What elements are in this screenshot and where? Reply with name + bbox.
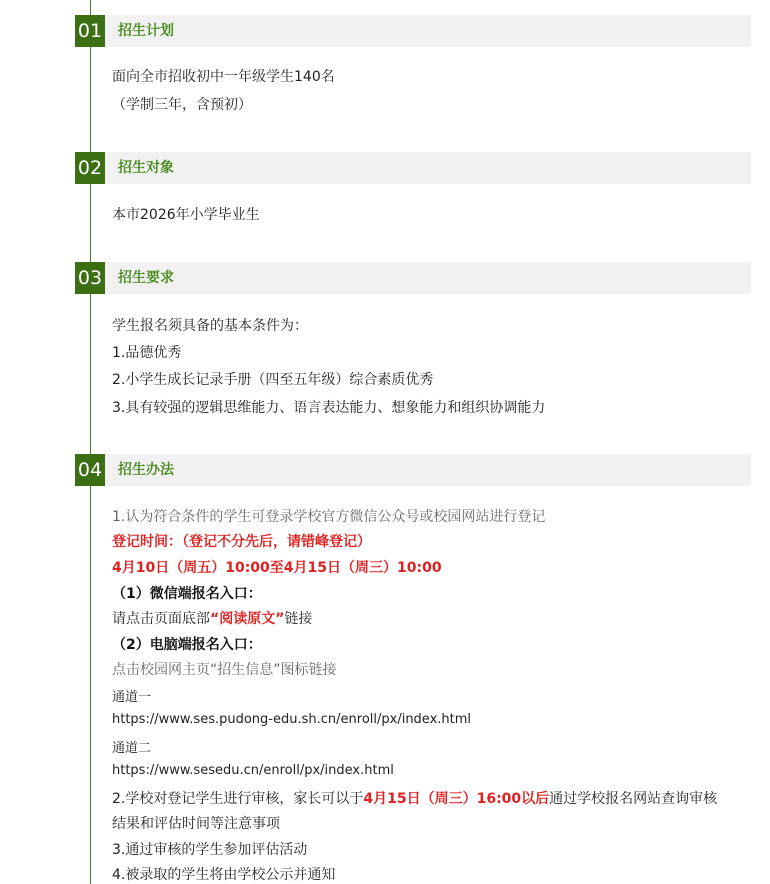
channel-1-url[interactable]: https://www.ses.pudong-edu.sh.cn/enroll/px/index.html <box>112 712 472 727</box>
channel-1-label: 通道一 <box>112 690 152 705</box>
section-header-01 <box>75 15 751 47</box>
plan-note: （学制三年，含预初） <box>112 97 252 113</box>
step-1 <box>112 506 545 526</box>
requirement-item: 2.小学生成长记录手册（四至五年级）综合素质优秀 <box>112 372 434 388</box>
section-title: 招生要求 <box>118 270 174 286</box>
section-number: 03 <box>75 262 105 294</box>
wechat-entry-post: 链接 <box>284 611 313 627</box>
section-title: 招生计划 <box>118 23 174 39</box>
pc-entry-heading: （2）电脑端报名入口： <box>112 637 262 653</box>
registration-time-range: 4月10日（周五）10:00至4月15日（周三）10:00 <box>112 560 442 576</box>
channel-2-url[interactable]: https://www.sesedu.cn/enroll/px/index.html <box>112 763 394 778</box>
wechat-entry-pre: 请点击页面底部 <box>112 611 210 627</box>
section-header-04 <box>75 454 751 486</box>
section-title: 招生办法 <box>118 462 174 478</box>
registration-time-label: 登记时间：（登记不分先后，请错峰登记） <box>112 534 371 550</box>
channel-2-label: 通道二 <box>112 741 152 756</box>
requirement-item: 1.品德优秀 <box>112 345 182 361</box>
step-4: 4.被录取的学生将由学校公示并通知 <box>112 867 336 883</box>
step-2-pre: 2.学校对登记学生进行审核，家长可以于 <box>112 791 364 807</box>
plan-text: 面向全市招收初中一年级学生140名 <box>112 69 335 85</box>
wechat-entry-text <box>112 608 312 628</box>
section-number: 04 <box>75 454 105 486</box>
section-header-03 <box>75 262 751 294</box>
target-text: 本市2026年小学毕业生 <box>112 207 260 223</box>
wechat-entry-heading: （1）微信端报名入口： <box>112 586 262 602</box>
section-header-02 <box>75 152 751 184</box>
step-2-post: 通过学校报名网站查询审核 <box>549 791 718 807</box>
step-2-highlight: 4月15日（周三）16:00以后 <box>363 791 550 807</box>
section-number: 01 <box>75 15 105 47</box>
section-title: 招生对象 <box>118 160 174 176</box>
step-2-continued: 结果和评估时间等注意事项 <box>112 816 280 832</box>
requirements-intro: 学生报名须具备的基本条件为： <box>112 318 308 334</box>
requirement-item: 3.具有较强的逻辑思维能力、语言表达能力、想象能力和组织协调能力 <box>112 400 546 416</box>
step-1-prefix: 1. <box>112 509 126 525</box>
step-3: 3.通过审核的学生参加评估活动 <box>112 842 308 858</box>
step-1-text: 认为符合条件的学生可登录学校官方微信公众号或校园网站进行登记 <box>125 509 546 525</box>
section-number: 02 <box>75 152 105 184</box>
step-2 <box>112 788 717 808</box>
read-original-link[interactable]: “阅读原文” <box>210 611 285 627</box>
pc-entry-text: 点击校园网主页“招生信息”图标链接 <box>112 662 337 678</box>
timeline-line <box>90 0 91 884</box>
